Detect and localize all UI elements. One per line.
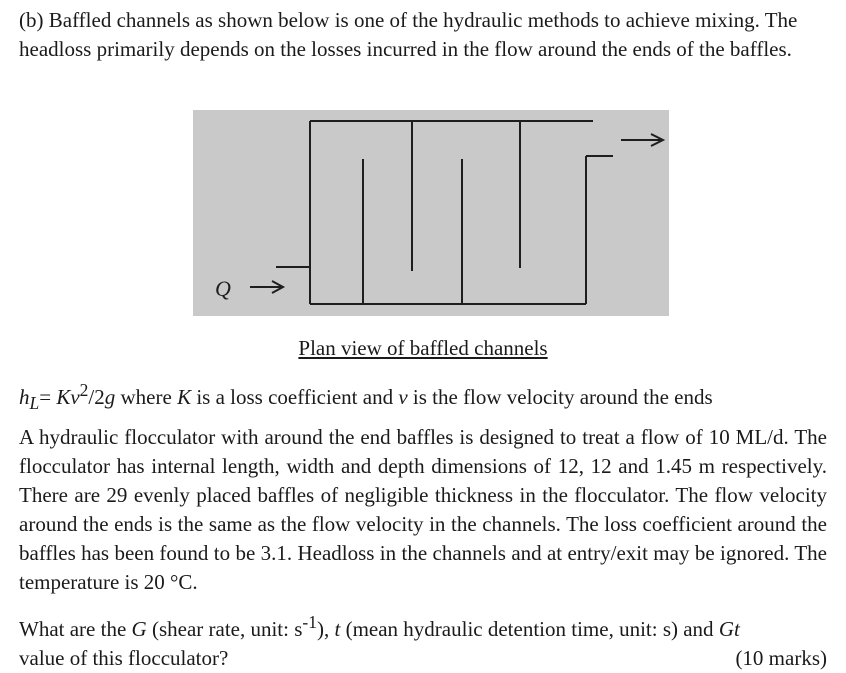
formula-K-ref: K (177, 385, 192, 409)
baffled-channel-figure (193, 110, 669, 316)
question-G: G (131, 617, 147, 641)
question-Gt: Gt (718, 617, 740, 641)
figure-caption: Plan view of baffled channels (298, 336, 548, 360)
question-part3: ), (316, 617, 335, 641)
question-t: t (334, 617, 341, 641)
formula-K: K (56, 385, 71, 409)
problem-statement: A hydraulic flocculator with around the end baffles is designed to treat a flow of 10 ML/d. The flocculator has internal length, width and depth dimensions of 12, 12 and 1.45 m respectively. There are 29 evenly placed baffles of negligible thickness in the flocculator. The flow velocity around the ends is the same as the flow velocity in the channels. The loss coefficient around the baffles has been found to be 3.1. Headloss in the channels and at entry/exit may be ignored. The temperature is 20 °C. (19, 425, 827, 594)
question-part4: (mean hydraulic detention time, unit: s) and (340, 617, 719, 641)
formula-h: h (19, 385, 30, 409)
question-part2: (shear rate, unit: s (146, 617, 303, 641)
formula-v-ref: v (398, 385, 408, 409)
question-paragraph (19, 608, 827, 673)
inlet-flow-label: Q (215, 276, 231, 301)
question-line2 (19, 644, 827, 673)
baffled-channel-diagram (193, 110, 669, 316)
question-part5: value of this flocculator? (19, 646, 229, 670)
question-part1: What are the (19, 617, 132, 641)
formula-equals: = (39, 385, 57, 409)
formula-v-description: is the flow velocity around the ends (407, 385, 713, 409)
intro-paragraph: (b) Baffled channels as shown below is one of the hydraulic methods to achieve mixing. The headloss primarily depends on the losses incurred in the flow around the ends of the baffles. (19, 8, 798, 61)
formula-subscript: L (29, 393, 40, 414)
marks-label: (10 marks) (735, 646, 827, 670)
formula-divisor: /2 (88, 385, 105, 409)
formula-v: v (70, 385, 80, 409)
formula-k-description: is a loss coefficient and (191, 385, 399, 409)
formula-g: g (104, 385, 116, 409)
question-exponent: -1 (302, 612, 317, 632)
headloss-formula (19, 376, 827, 418)
formula-where: where (115, 385, 178, 409)
formula-square: 2 (79, 380, 89, 400)
